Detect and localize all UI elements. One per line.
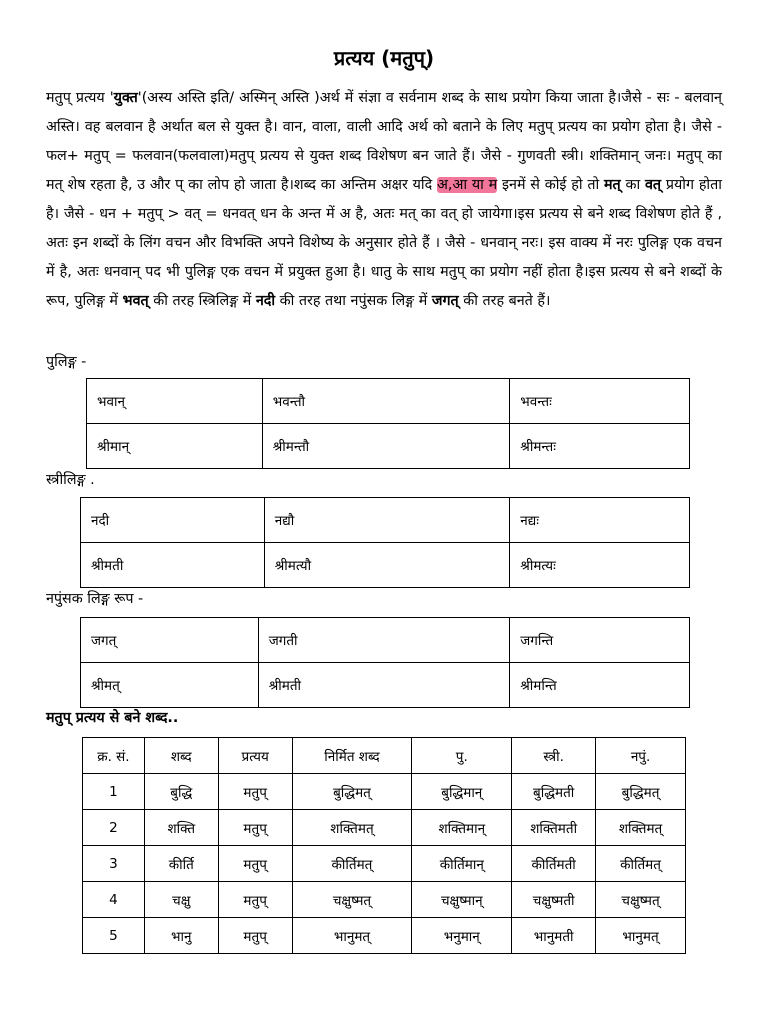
table-cell: श्रीमान् bbox=[87, 424, 263, 469]
table-cell: भानु bbox=[144, 918, 218, 954]
table-cell: जगन्ति bbox=[510, 618, 690, 663]
feminine-table bbox=[80, 497, 690, 588]
table-cell: शक्तिमत् bbox=[596, 810, 686, 846]
table-row bbox=[81, 498, 690, 543]
feminine-label: स्त्रीलिङ्ग . bbox=[46, 472, 95, 488]
table-cell: कीर्तिमान् bbox=[412, 846, 512, 882]
table-cell: भवन्तः bbox=[510, 379, 690, 424]
table-row bbox=[87, 379, 690, 424]
table-cell: चक्षुष्मती bbox=[512, 882, 596, 918]
table-row bbox=[83, 882, 686, 918]
table-cell: कीर्तिमत् bbox=[292, 846, 412, 882]
table-header-row bbox=[83, 738, 686, 774]
table-cell: मतुप् bbox=[218, 882, 292, 918]
table-cell: जगत् bbox=[81, 618, 259, 663]
column-header: निर्मित शब्द bbox=[292, 738, 412, 774]
table-cell: श्रीमती bbox=[81, 543, 265, 588]
table-cell: 2 bbox=[83, 810, 145, 846]
section-heading: मतुप् प्रत्यय से बने शब्द.. bbox=[46, 710, 179, 726]
column-header: शब्द bbox=[144, 738, 218, 774]
column-header: पु. bbox=[412, 738, 512, 774]
table-cell: श्रीमन्ति bbox=[510, 663, 690, 708]
table-cell: 4 bbox=[83, 882, 145, 918]
table-cell: भनुमान् bbox=[412, 918, 512, 954]
table-cell: भवन्तौ bbox=[262, 379, 510, 424]
table-row bbox=[81, 663, 690, 708]
table-cell: मतुप् bbox=[218, 810, 292, 846]
table-row bbox=[83, 774, 686, 810]
table-cell: कीर्तिमत् bbox=[596, 846, 686, 882]
neuter-label: नपुंसक लिङ्ग रूप - bbox=[46, 591, 144, 607]
highlighted-letters: अ,आ या म bbox=[436, 177, 498, 193]
table-row bbox=[83, 918, 686, 954]
table-cell: 5 bbox=[83, 918, 145, 954]
masculine-table bbox=[86, 378, 690, 469]
table-cell: शक्ति bbox=[144, 810, 218, 846]
table-cell: भानुमत् bbox=[292, 918, 412, 954]
derived-words-table bbox=[82, 737, 686, 954]
neuter-table bbox=[80, 617, 690, 708]
table-cell: 1 bbox=[83, 774, 145, 810]
table-cell: मतुप् bbox=[218, 846, 292, 882]
table-cell: कीर्ति bbox=[144, 846, 218, 882]
table-cell: शक्तिमती bbox=[512, 810, 596, 846]
table-cell: चक्षुष्मत् bbox=[292, 882, 412, 918]
table-row bbox=[83, 810, 686, 846]
table-cell: श्रीमन्तः bbox=[510, 424, 690, 469]
table-row bbox=[81, 618, 690, 663]
table-cell: श्रीमन्तौ bbox=[262, 424, 510, 469]
table-cell: श्रीमती bbox=[258, 663, 510, 708]
table-cell: शक्तिमत् bbox=[292, 810, 412, 846]
column-header: प्रत्यय bbox=[218, 738, 292, 774]
table-cell: कीर्तिमती bbox=[512, 846, 596, 882]
table-cell: बुद्धिमान् bbox=[412, 774, 512, 810]
table-cell: चक्षु bbox=[144, 882, 218, 918]
table-cell: चक्षुष्मत् bbox=[596, 882, 686, 918]
masculine-label: पुलिङ्ग - bbox=[46, 354, 87, 370]
table-row bbox=[87, 424, 690, 469]
table-cell: श्रीमत्यः bbox=[510, 543, 690, 588]
table-cell: बुद्धिमत् bbox=[596, 774, 686, 810]
table-cell: नद्यः bbox=[510, 498, 690, 543]
table-row bbox=[83, 846, 686, 882]
table-cell: मतुप् bbox=[218, 918, 292, 954]
column-header: स्त्री. bbox=[512, 738, 596, 774]
page-title: प्रत्यय (मतुप्) bbox=[333, 46, 435, 70]
table-cell: शक्तिमान् bbox=[412, 810, 512, 846]
table-row bbox=[81, 543, 690, 588]
table-cell: 3 bbox=[83, 846, 145, 882]
table-cell: मतुप् bbox=[218, 774, 292, 810]
intro-paragraph: मतुप् प्रत्यय 'युक्त'(अस्य अस्ति इति/ अस्मिन् अस्ति )अर्थ में संज्ञा व सर्वनाम शब्द के साथ प्रयोग किया जाता है।जैसे - सः - बलवान् अस्ति। वह बलवान है अर्थात बल से युक्त है। वान, वाला, वाली आदि अर्थ को बताने के लिए मतुप् प्रत्यय का प्रयोग होता है। जैसे - फल+ मतुप् = फलवान(फलवाला)मतुप् प्रत्यय से युक्त शब्द विशेषण बन जाते हैं। जैसे - गुणवती स्त्री। शक्तिमान् जनः। मतुप् का मत् शेष रहता है, उ और प् का लोप हो जाता है।शब्द का अन्तिम अक्षर यदि अ,आ या म इनमें से कोई हो तो मत् का वत् प्रयोग होता है। जैसे - धन + मतुप् > वत् = धनवत् धन के अन्त में अ है, अतः मत् का वत् हो जायेगा।इस प्रत्यय से बने शब्द विशेषण होते हैं , अतः इन शब्दों के लिंग वचन और विभक्ति अपने विशेष्य के अनुसार होते हैं । जैसे - धनवान् नरः। इस वाक्य में नरः पुलिङ्ग एक वचन में है, अतः धनवान् पद भी पुलिङ्ग एक वचन में प्रयुक्त हुआ है। धातु के साथ मतुप् का प्रयोग नहीं होता है।इस प्रत्यय से बने शब्दों के रूप, पुलिङ्ग में भवत् की तरह स्त्रिलिङ्ग में नदी की तरह तथा नपुंसक लिङ्ग में जगत् की तरह बनते हैं। bbox=[46, 90, 722, 309]
table-cell: भानुमती bbox=[512, 918, 596, 954]
table-cell: बुद्धिमती bbox=[512, 774, 596, 810]
table-cell: चक्षुष्मान् bbox=[412, 882, 512, 918]
table-cell: नदी bbox=[81, 498, 265, 543]
column-header: क्र. सं. bbox=[83, 738, 145, 774]
column-header: नपुं. bbox=[596, 738, 686, 774]
table-cell: श्रीमत् bbox=[81, 663, 259, 708]
table-cell: भवान् bbox=[87, 379, 263, 424]
table-cell: बुद्धि bbox=[144, 774, 218, 810]
table-cell: जगती bbox=[258, 618, 510, 663]
table-cell: भानुमत् bbox=[596, 918, 686, 954]
table-cell: नद्यौ bbox=[264, 498, 510, 543]
table-cell: बुद्धिमत् bbox=[292, 774, 412, 810]
table-cell: श्रीमत्यौ bbox=[264, 543, 510, 588]
